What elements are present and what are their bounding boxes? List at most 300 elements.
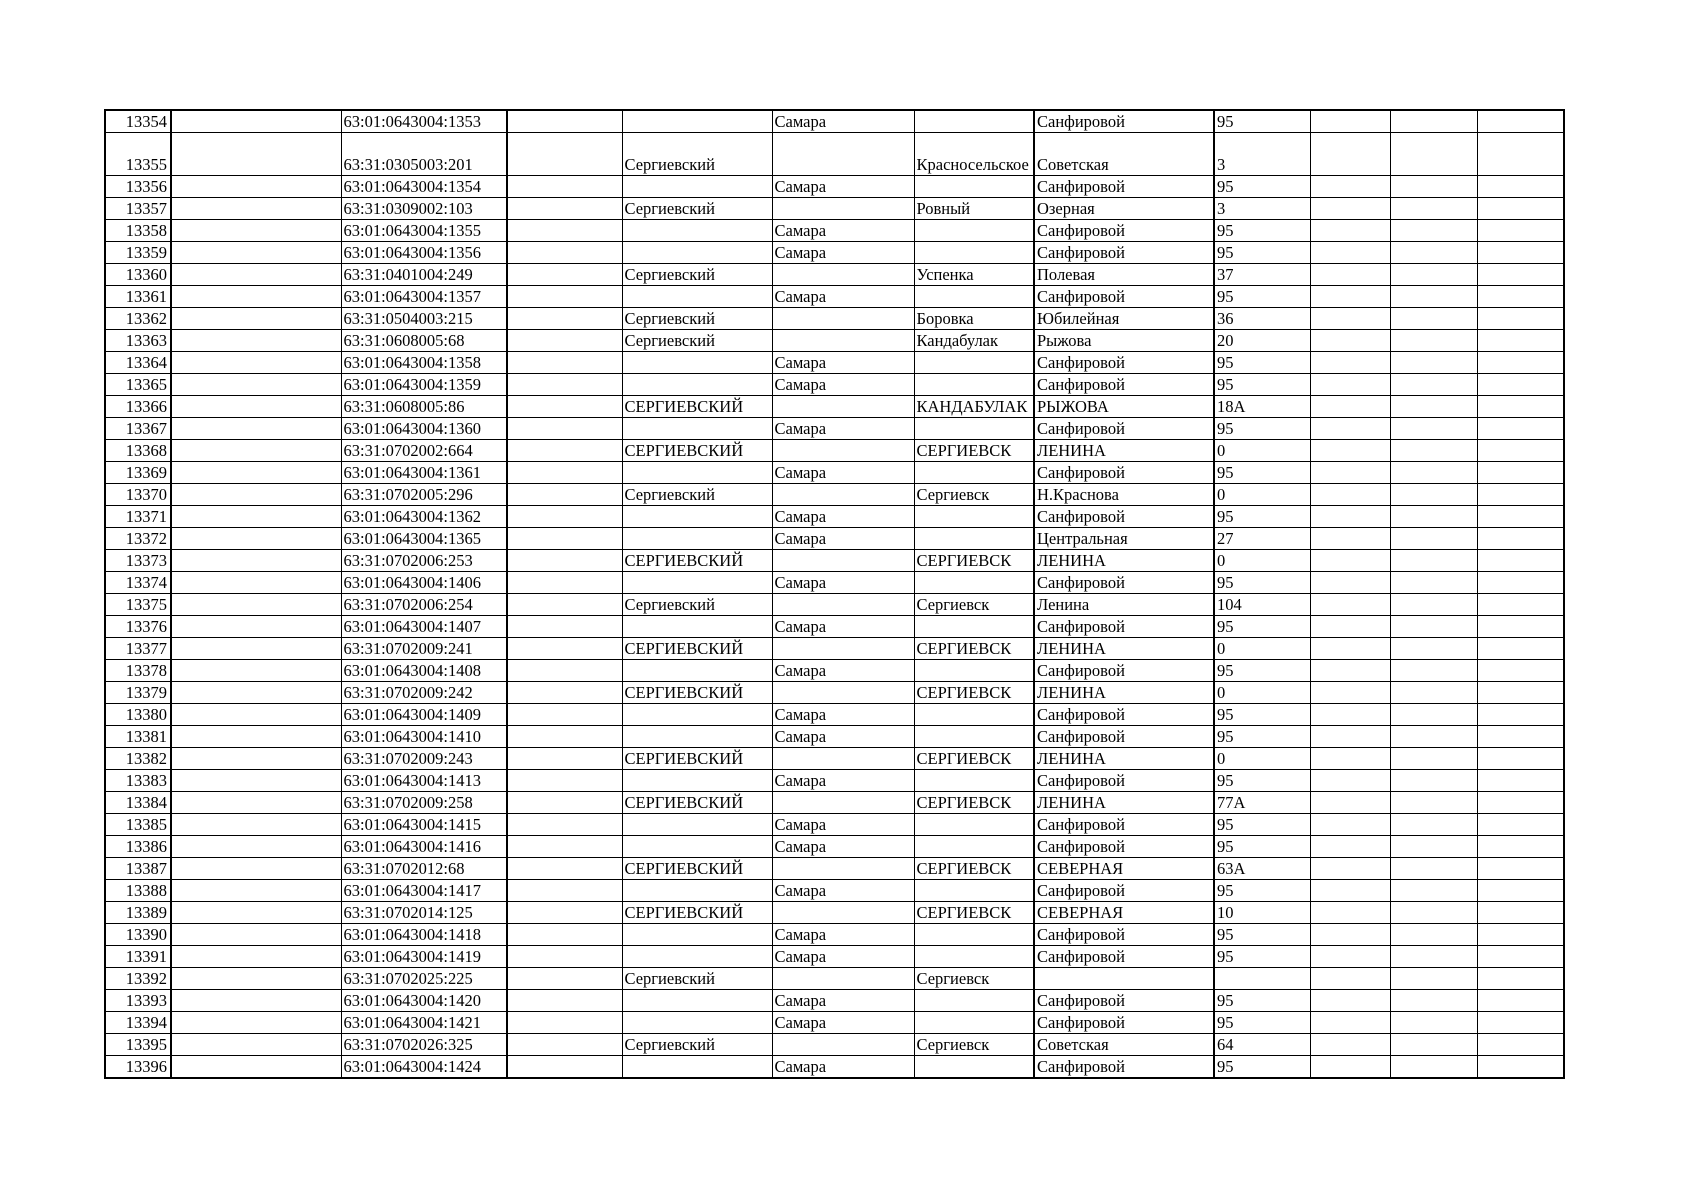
house-cell: 0 xyxy=(1214,682,1310,704)
city-cell: Самара xyxy=(772,814,914,836)
spacer-cell-2 xyxy=(507,990,622,1012)
cadastral-number-cell: 63:31:0702002:664 xyxy=(341,440,507,462)
house-cell: 77А xyxy=(1214,792,1310,814)
empty-cell-2 xyxy=(1390,990,1477,1012)
row-number-cell: 13384 xyxy=(105,792,171,814)
spacer-cell-2 xyxy=(507,682,622,704)
house-cell: 63А xyxy=(1214,858,1310,880)
cadastral-number-cell: 63:01:0643004:1408 xyxy=(341,660,507,682)
empty-cell-2 xyxy=(1390,638,1477,660)
empty-cell-2 xyxy=(1390,374,1477,396)
street-cell: Санфировой xyxy=(1034,462,1214,484)
house-cell: 3 xyxy=(1214,133,1310,176)
spacer-cell-2 xyxy=(507,418,622,440)
cadastral-number-cell: 63:01:0643004:1415 xyxy=(341,814,507,836)
spacer-cell-1 xyxy=(171,352,341,374)
empty-cell-3 xyxy=(1477,418,1564,440)
empty-cell-1 xyxy=(1310,110,1390,133)
empty-cell-3 xyxy=(1477,220,1564,242)
city-cell: Самара xyxy=(772,506,914,528)
spacer-cell-2 xyxy=(507,506,622,528)
spacer-cell-2 xyxy=(507,748,622,770)
empty-cell-3 xyxy=(1477,638,1564,660)
house-cell: 95 xyxy=(1214,506,1310,528)
cadastral-number-cell: 63:01:0643004:1416 xyxy=(341,836,507,858)
empty-cell-3 xyxy=(1477,704,1564,726)
street-cell: Советская xyxy=(1034,133,1214,176)
row-number-cell: 13365 xyxy=(105,374,171,396)
city-cell xyxy=(772,264,914,286)
empty-cell-3 xyxy=(1477,264,1564,286)
empty-cell-1 xyxy=(1310,770,1390,792)
spacer-cell-2 xyxy=(507,220,622,242)
empty-cell-3 xyxy=(1477,374,1564,396)
empty-cell-2 xyxy=(1390,682,1477,704)
street-cell: Санфировой xyxy=(1034,176,1214,198)
empty-cell-2 xyxy=(1390,418,1477,440)
empty-cell-2 xyxy=(1390,550,1477,572)
table-row xyxy=(105,330,1564,352)
locality-cell xyxy=(914,1056,1034,1079)
city-cell xyxy=(772,1034,914,1056)
empty-cell-3 xyxy=(1477,660,1564,682)
spacer-cell-2 xyxy=(507,330,622,352)
city-cell xyxy=(772,792,914,814)
street-cell: Санфировой xyxy=(1034,660,1214,682)
city-cell: Самара xyxy=(772,176,914,198)
table-row xyxy=(105,1056,1564,1079)
empty-cell-2 xyxy=(1390,902,1477,924)
row-number-cell: 13355 xyxy=(105,133,171,176)
city-cell: Самара xyxy=(772,616,914,638)
spacer-cell-1 xyxy=(171,572,341,594)
empty-cell-2 xyxy=(1390,660,1477,682)
empty-cell-3 xyxy=(1477,726,1564,748)
empty-cell-3 xyxy=(1477,594,1564,616)
spacer-cell-2 xyxy=(507,308,622,330)
row-number-cell: 13395 xyxy=(105,1034,171,1056)
locality-cell: Сергиевск xyxy=(914,484,1034,506)
city-cell: Самара xyxy=(772,726,914,748)
spacer-cell-1 xyxy=(171,440,341,462)
empty-cell-2 xyxy=(1390,814,1477,836)
cadastral-number-cell: 63:01:0643004:1356 xyxy=(341,242,507,264)
city-cell: Самара xyxy=(772,220,914,242)
locality-cell xyxy=(914,704,1034,726)
house-cell: 95 xyxy=(1214,176,1310,198)
locality-cell xyxy=(914,462,1034,484)
spacer-cell-2 xyxy=(507,264,622,286)
cadastral-number-cell: 63:01:0643004:1410 xyxy=(341,726,507,748)
locality-cell: Сергиевск xyxy=(914,1034,1034,1056)
locality-cell xyxy=(914,572,1034,594)
spacer-cell-2 xyxy=(507,814,622,836)
row-number-cell: 13370 xyxy=(105,484,171,506)
city-cell: Самара xyxy=(772,660,914,682)
registry-table xyxy=(104,109,1565,1079)
row-number-cell: 13394 xyxy=(105,1012,171,1034)
empty-cell-1 xyxy=(1310,594,1390,616)
empty-cell-1 xyxy=(1310,902,1390,924)
district-cell xyxy=(622,374,772,396)
row-number-cell: 13368 xyxy=(105,440,171,462)
empty-cell-1 xyxy=(1310,748,1390,770)
city-cell: Самара xyxy=(772,242,914,264)
empty-cell-1 xyxy=(1310,418,1390,440)
city-cell: Самара xyxy=(772,924,914,946)
spacer-cell-1 xyxy=(171,286,341,308)
cadastral-number-cell: 63:01:0643004:1421 xyxy=(341,1012,507,1034)
row-number-cell: 13359 xyxy=(105,242,171,264)
street-cell: Центральная xyxy=(1034,528,1214,550)
city-cell xyxy=(772,594,914,616)
row-number-cell: 13388 xyxy=(105,880,171,902)
city-cell xyxy=(772,396,914,418)
locality-cell: СЕРГИЕВСК xyxy=(914,638,1034,660)
city-cell xyxy=(772,858,914,880)
spacer-cell-1 xyxy=(171,396,341,418)
locality-cell xyxy=(914,726,1034,748)
street-cell: Санфировой xyxy=(1034,506,1214,528)
district-cell: СЕРГИЕВСКИЙ xyxy=(622,550,772,572)
table-row xyxy=(105,286,1564,308)
empty-cell-1 xyxy=(1310,572,1390,594)
locality-cell xyxy=(914,616,1034,638)
city-cell xyxy=(772,968,914,990)
district-cell xyxy=(622,660,772,682)
cadastral-number-cell: 63:31:0309002:103 xyxy=(341,198,507,220)
row-number-cell: 13372 xyxy=(105,528,171,550)
locality-cell xyxy=(914,880,1034,902)
empty-cell-3 xyxy=(1477,836,1564,858)
spacer-cell-1 xyxy=(171,308,341,330)
cadastral-number-cell: 63:01:0643004:1361 xyxy=(341,462,507,484)
locality-cell xyxy=(914,946,1034,968)
table-row xyxy=(105,594,1564,616)
spacer-cell-2 xyxy=(507,638,622,660)
house-cell: 95 xyxy=(1214,924,1310,946)
row-number-cell: 13396 xyxy=(105,1056,171,1079)
empty-cell-1 xyxy=(1310,330,1390,352)
empty-cell-2 xyxy=(1390,924,1477,946)
empty-cell-3 xyxy=(1477,880,1564,902)
spacer-cell-2 xyxy=(507,286,622,308)
locality-cell xyxy=(914,924,1034,946)
house-cell: 95 xyxy=(1214,704,1310,726)
locality-cell xyxy=(914,770,1034,792)
empty-cell-2 xyxy=(1390,484,1477,506)
street-cell: Н.Краснова xyxy=(1034,484,1214,506)
empty-cell-2 xyxy=(1390,133,1477,176)
empty-cell-1 xyxy=(1310,242,1390,264)
table-row xyxy=(105,616,1564,638)
district-cell xyxy=(622,506,772,528)
table-row xyxy=(105,264,1564,286)
empty-cell-2 xyxy=(1390,1034,1477,1056)
table-row xyxy=(105,176,1564,198)
city-cell: Самара xyxy=(772,1056,914,1079)
empty-cell-2 xyxy=(1390,704,1477,726)
district-cell xyxy=(622,462,772,484)
empty-cell-3 xyxy=(1477,550,1564,572)
empty-cell-3 xyxy=(1477,792,1564,814)
spacer-cell-2 xyxy=(507,1034,622,1056)
house-cell: 95 xyxy=(1214,352,1310,374)
row-number-cell: 13379 xyxy=(105,682,171,704)
spacer-cell-1 xyxy=(171,858,341,880)
table-row xyxy=(105,704,1564,726)
row-number-cell: 13380 xyxy=(105,704,171,726)
street-cell: Озерная xyxy=(1034,198,1214,220)
district-cell xyxy=(622,990,772,1012)
table-row xyxy=(105,572,1564,594)
district-cell: СЕРГИЕВСКИЙ xyxy=(622,638,772,660)
house-cell: 10 xyxy=(1214,902,1310,924)
empty-cell-3 xyxy=(1477,990,1564,1012)
house-cell: 95 xyxy=(1214,110,1310,133)
house-cell xyxy=(1214,968,1310,990)
locality-cell: СЕРГИЕВСК xyxy=(914,550,1034,572)
street-cell: ЛЕНИНА xyxy=(1034,440,1214,462)
street-cell: Санфировой xyxy=(1034,726,1214,748)
empty-cell-1 xyxy=(1310,396,1390,418)
locality-cell xyxy=(914,1012,1034,1034)
cadastral-number-cell: 63:31:0305003:201 xyxy=(341,133,507,176)
spacer-cell-2 xyxy=(507,440,622,462)
empty-cell-2 xyxy=(1390,770,1477,792)
spacer-cell-1 xyxy=(171,264,341,286)
house-cell: 95 xyxy=(1214,572,1310,594)
street-cell xyxy=(1034,968,1214,990)
empty-cell-3 xyxy=(1477,968,1564,990)
locality-cell xyxy=(914,506,1034,528)
house-cell: 95 xyxy=(1214,462,1310,484)
empty-cell-3 xyxy=(1477,506,1564,528)
empty-cell-2 xyxy=(1390,726,1477,748)
empty-cell-3 xyxy=(1477,748,1564,770)
spacer-cell-2 xyxy=(507,660,622,682)
table-row xyxy=(105,418,1564,440)
locality-cell xyxy=(914,418,1034,440)
empty-cell-1 xyxy=(1310,990,1390,1012)
empty-cell-2 xyxy=(1390,1012,1477,1034)
empty-cell-3 xyxy=(1477,440,1564,462)
empty-cell-3 xyxy=(1477,110,1564,133)
empty-cell-3 xyxy=(1477,133,1564,176)
empty-cell-3 xyxy=(1477,902,1564,924)
spacer-cell-1 xyxy=(171,770,341,792)
house-cell: 95 xyxy=(1214,946,1310,968)
district-cell: Сергиевский xyxy=(622,264,772,286)
empty-cell-1 xyxy=(1310,924,1390,946)
city-cell xyxy=(772,748,914,770)
empty-cell-2 xyxy=(1390,462,1477,484)
spacer-cell-1 xyxy=(171,704,341,726)
table-row xyxy=(105,748,1564,770)
spacer-cell-2 xyxy=(507,484,622,506)
spacer-cell-1 xyxy=(171,1056,341,1079)
locality-cell xyxy=(914,176,1034,198)
row-number-cell: 13369 xyxy=(105,462,171,484)
table-row xyxy=(105,506,1564,528)
cadastral-number-cell: 63:31:0504003:215 xyxy=(341,308,507,330)
empty-cell-1 xyxy=(1310,198,1390,220)
street-cell: Санфировой xyxy=(1034,220,1214,242)
spacer-cell-1 xyxy=(171,528,341,550)
spacer-cell-2 xyxy=(507,594,622,616)
table-row xyxy=(105,638,1564,660)
empty-cell-2 xyxy=(1390,198,1477,220)
spacer-cell-1 xyxy=(171,594,341,616)
table-row xyxy=(105,374,1564,396)
district-cell xyxy=(622,836,772,858)
locality-cell: Кандабулак xyxy=(914,330,1034,352)
empty-cell-2 xyxy=(1390,242,1477,264)
spacer-cell-2 xyxy=(507,946,622,968)
city-cell: Самара xyxy=(772,990,914,1012)
table-row xyxy=(105,440,1564,462)
empty-cell-1 xyxy=(1310,946,1390,968)
spacer-cell-1 xyxy=(171,814,341,836)
spacer-cell-2 xyxy=(507,528,622,550)
district-cell xyxy=(622,110,772,133)
spacer-cell-2 xyxy=(507,726,622,748)
empty-cell-2 xyxy=(1390,616,1477,638)
empty-cell-2 xyxy=(1390,572,1477,594)
city-cell: Самара xyxy=(772,572,914,594)
cadastral-number-cell: 63:01:0643004:1413 xyxy=(341,770,507,792)
empty-cell-3 xyxy=(1477,1012,1564,1034)
cadastral-number-cell: 63:31:0702009:241 xyxy=(341,638,507,660)
empty-cell-2 xyxy=(1390,836,1477,858)
empty-cell-2 xyxy=(1390,330,1477,352)
house-cell: 95 xyxy=(1214,990,1310,1012)
city-cell xyxy=(772,638,914,660)
spacer-cell-1 xyxy=(171,836,341,858)
street-cell: Санфировой xyxy=(1034,704,1214,726)
spacer-cell-2 xyxy=(507,352,622,374)
row-number-cell: 13391 xyxy=(105,946,171,968)
cadastral-number-cell: 63:01:0643004:1424 xyxy=(341,1056,507,1079)
empty-cell-3 xyxy=(1477,308,1564,330)
district-cell: СЕРГИЕВСКИЙ xyxy=(622,858,772,880)
spacer-cell-1 xyxy=(171,1012,341,1034)
district-cell xyxy=(622,352,772,374)
locality-cell xyxy=(914,352,1034,374)
cadastral-number-cell: 63:01:0643004:1420 xyxy=(341,990,507,1012)
house-cell: 0 xyxy=(1214,440,1310,462)
spacer-cell-2 xyxy=(507,1012,622,1034)
empty-cell-3 xyxy=(1477,198,1564,220)
empty-cell-1 xyxy=(1310,616,1390,638)
spacer-cell-2 xyxy=(507,792,622,814)
table-row xyxy=(105,770,1564,792)
city-cell xyxy=(772,330,914,352)
house-cell: 36 xyxy=(1214,308,1310,330)
spacer-cell-2 xyxy=(507,572,622,594)
cadastral-number-cell: 63:31:0702009:258 xyxy=(341,792,507,814)
house-cell: 95 xyxy=(1214,286,1310,308)
street-cell: Советская xyxy=(1034,1034,1214,1056)
district-cell: Сергиевский xyxy=(622,594,772,616)
table-row xyxy=(105,924,1564,946)
spacer-cell-1 xyxy=(171,682,341,704)
cadastral-number-cell: 63:01:0643004:1409 xyxy=(341,704,507,726)
street-cell: СЕВЕРНАЯ xyxy=(1034,902,1214,924)
city-cell: Самара xyxy=(772,836,914,858)
spacer-cell-1 xyxy=(171,220,341,242)
spacer-cell-2 xyxy=(507,902,622,924)
empty-cell-3 xyxy=(1477,1056,1564,1079)
house-cell: 95 xyxy=(1214,1056,1310,1079)
cadastral-number-cell: 63:01:0643004:1357 xyxy=(341,286,507,308)
empty-cell-2 xyxy=(1390,286,1477,308)
spacer-cell-1 xyxy=(171,748,341,770)
street-cell: Санфировой xyxy=(1034,286,1214,308)
city-cell xyxy=(772,682,914,704)
spacer-cell-2 xyxy=(507,704,622,726)
spacer-cell-1 xyxy=(171,1034,341,1056)
empty-cell-3 xyxy=(1477,616,1564,638)
city-cell: Самара xyxy=(772,704,914,726)
spacer-cell-1 xyxy=(171,110,341,133)
spacer-cell-2 xyxy=(507,770,622,792)
table-row xyxy=(105,990,1564,1012)
cadastral-number-cell: 63:31:0702009:242 xyxy=(341,682,507,704)
spacer-cell-2 xyxy=(507,924,622,946)
spacer-cell-1 xyxy=(171,660,341,682)
spacer-cell-1 xyxy=(171,990,341,1012)
row-number-cell: 13367 xyxy=(105,418,171,440)
row-number-cell: 13358 xyxy=(105,220,171,242)
spacer-cell-2 xyxy=(507,616,622,638)
cadastral-number-cell: 63:31:0702006:253 xyxy=(341,550,507,572)
cadastral-number-cell: 63:31:0702009:243 xyxy=(341,748,507,770)
row-number-cell: 13373 xyxy=(105,550,171,572)
locality-cell: КАНДАБУЛАК xyxy=(914,396,1034,418)
row-number-cell: 13383 xyxy=(105,770,171,792)
spacer-cell-2 xyxy=(507,176,622,198)
empty-cell-3 xyxy=(1477,1034,1564,1056)
street-cell: Санфировой xyxy=(1034,374,1214,396)
locality-cell: СЕРГИЕВСК xyxy=(914,858,1034,880)
row-number-cell: 13354 xyxy=(105,110,171,133)
district-cell: СЕРГИЕВСКИЙ xyxy=(622,902,772,924)
empty-cell-1 xyxy=(1310,462,1390,484)
city-cell: Самара xyxy=(772,1012,914,1034)
spacer-cell-1 xyxy=(171,946,341,968)
district-cell: Сергиевский xyxy=(622,1034,772,1056)
empty-cell-1 xyxy=(1310,638,1390,660)
spacer-cell-1 xyxy=(171,198,341,220)
street-cell: Санфировой xyxy=(1034,814,1214,836)
table-row xyxy=(105,133,1564,176)
locality-cell xyxy=(914,814,1034,836)
house-cell: 95 xyxy=(1214,418,1310,440)
cadastral-number-cell: 63:01:0643004:1360 xyxy=(341,418,507,440)
cadastral-number-cell: 63:01:0643004:1407 xyxy=(341,616,507,638)
spacer-cell-2 xyxy=(507,396,622,418)
house-cell: 95 xyxy=(1214,374,1310,396)
locality-cell: Боровка xyxy=(914,308,1034,330)
empty-cell-3 xyxy=(1477,946,1564,968)
locality-cell: СЕРГИЕВСК xyxy=(914,748,1034,770)
empty-cell-1 xyxy=(1310,374,1390,396)
street-cell: Санфировой xyxy=(1034,924,1214,946)
street-cell: ЛЕНИНА xyxy=(1034,682,1214,704)
street-cell: Санфировой xyxy=(1034,572,1214,594)
empty-cell-1 xyxy=(1310,704,1390,726)
